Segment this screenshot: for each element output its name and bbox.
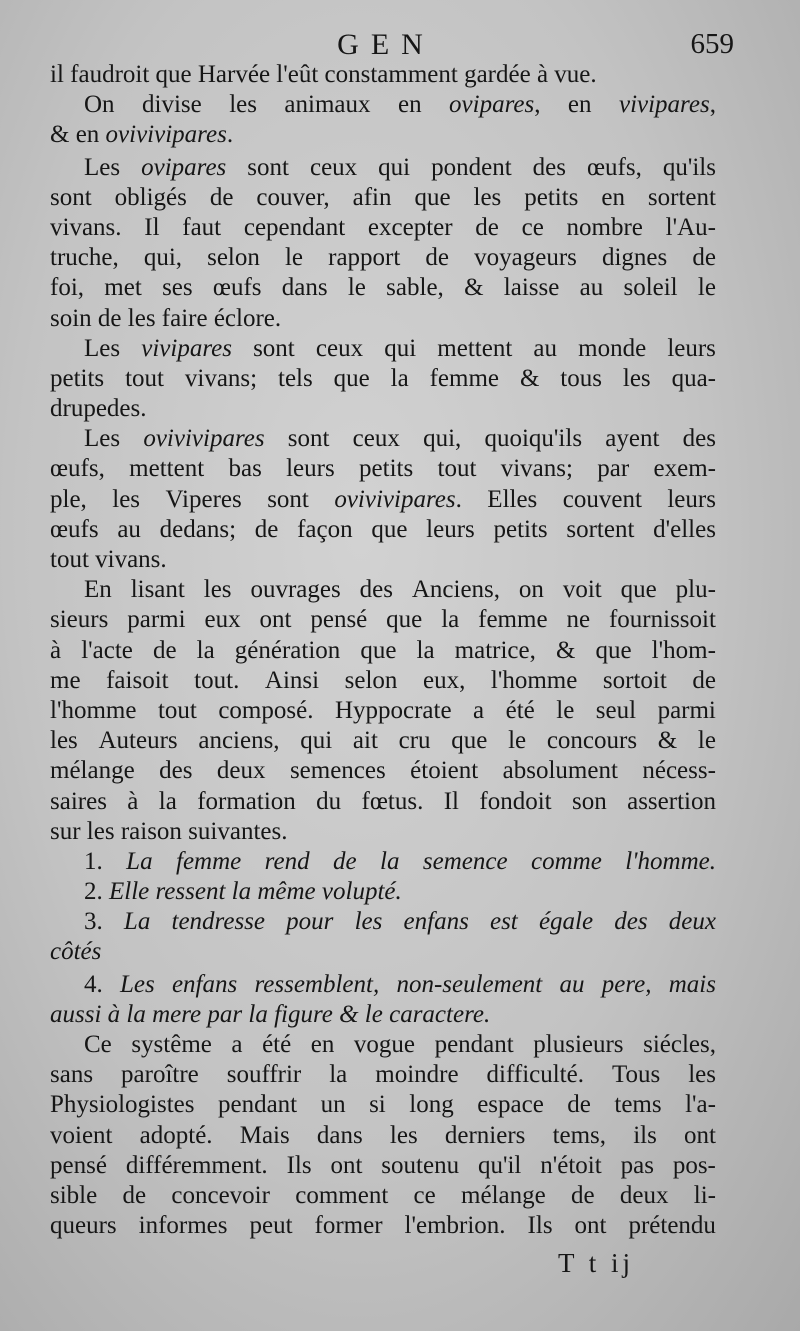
text-line: 2. Elle ressent la même volupté. (84, 878, 402, 906)
text-line: tout vivans. (50, 546, 167, 573)
text-line: truche, qui, selon le rapport de voyageurs dignes de (50, 244, 716, 272)
text-line: mélange des deux semences étoient absolument nécess- (50, 757, 716, 785)
text-line: Physiologistes pendant un si long espace de tems l'a- (50, 1091, 716, 1119)
text-line: sieurs parmi eux ont pensé que la femme ne fournissoit (50, 606, 716, 634)
page-number: 659 (690, 28, 734, 60)
text-line: sont obligés de couver, afin que les petits en sortent (50, 183, 716, 211)
text-line: En lisant les ouvrages des Anciens, on voit que plu- (84, 576, 716, 604)
text-line: queurs informes peut former l'embrion. Ils ont prétendu (50, 1212, 716, 1240)
text-line: & en ovivivipares. (50, 121, 234, 149)
text-line: côtés (50, 938, 102, 966)
text-line: à l'acte de la génération que la matrice, & que l'hom- (50, 636, 716, 664)
text-line: petits tout vivans; tels que la femme & tous les qua- (50, 364, 716, 392)
text-line: saires à la formation du fœtus. Il fondoit son assertion (50, 787, 716, 815)
text-line: foi, met ses œufs dans le sable, & laisse au soleil le (50, 274, 716, 302)
text-line: ple, les Viperes sont ovivivipares. Elles couvent leurs (50, 485, 716, 513)
text-line: Les ovipares sont ceux qui pondent des œufs, qu'ils (84, 153, 716, 181)
text-line: Les vivipares sont ceux qui mettent au monde leurs (84, 334, 716, 362)
text-line: 3. La tendresse pour les enfans est égale des deux (84, 908, 716, 936)
signature-mark: T t ij (558, 1248, 635, 1278)
text-line: 1. La femme rend de la semence comme l'homme. (84, 847, 716, 875)
text-line: voient adopté. Mais dans les derniers tems, ils ont (50, 1121, 716, 1149)
text-line: il faudroit que Harvée l'eût constamment gardée à vue. (50, 61, 597, 88)
text-line: l'homme tout composé. Hyppocrate a été le seul parmi (50, 696, 716, 724)
text-line: aussi à la mere par la figure & le caractere. (50, 1000, 491, 1028)
text-line: me faisoit tout. Ainsi selon eux, l'homme sortoit de (50, 666, 716, 694)
text-line: œufs, mettent bas leurs petits tout vivans; par exem- (50, 455, 716, 483)
text-line: sur les raison suivantes. (50, 817, 288, 845)
text-line: sans paroître souffrir la moindre difficulté. Tous les (50, 1061, 716, 1089)
text-line: 4. Les enfans ressemblent, non-seulement au pere, mais (84, 970, 716, 998)
text-line: Ce systême a été en vogue pendant plusieurs siécles, (84, 1031, 716, 1058)
text-line: drupedes. (50, 395, 147, 423)
text-line: vivans. Il faut cependant excepter de ce nombre l'Au- (50, 213, 716, 241)
text-line: Les ovivivipares sont ceux qui, quoiqu'ils ayent des (84, 425, 716, 453)
page-body-text (50, 60, 716, 1241)
text-line: pensé différemment. Ils ont soutenu qu'il n'étoit pas pos- (50, 1151, 716, 1179)
text-line: œufs au dedans; de façon que leurs petits sortent d'elles (50, 515, 716, 543)
running-title: GEN (337, 28, 435, 61)
text-line: On divise les animaux en ovipares, en vivipares, (84, 91, 716, 119)
text-line: les Auteurs anciens, qui ait cru que le concours & le (50, 727, 716, 755)
text-line: sible de concevoir comment ce mélange de deux li- (50, 1181, 716, 1209)
text-line: soin de les faire éclore. (50, 304, 282, 332)
